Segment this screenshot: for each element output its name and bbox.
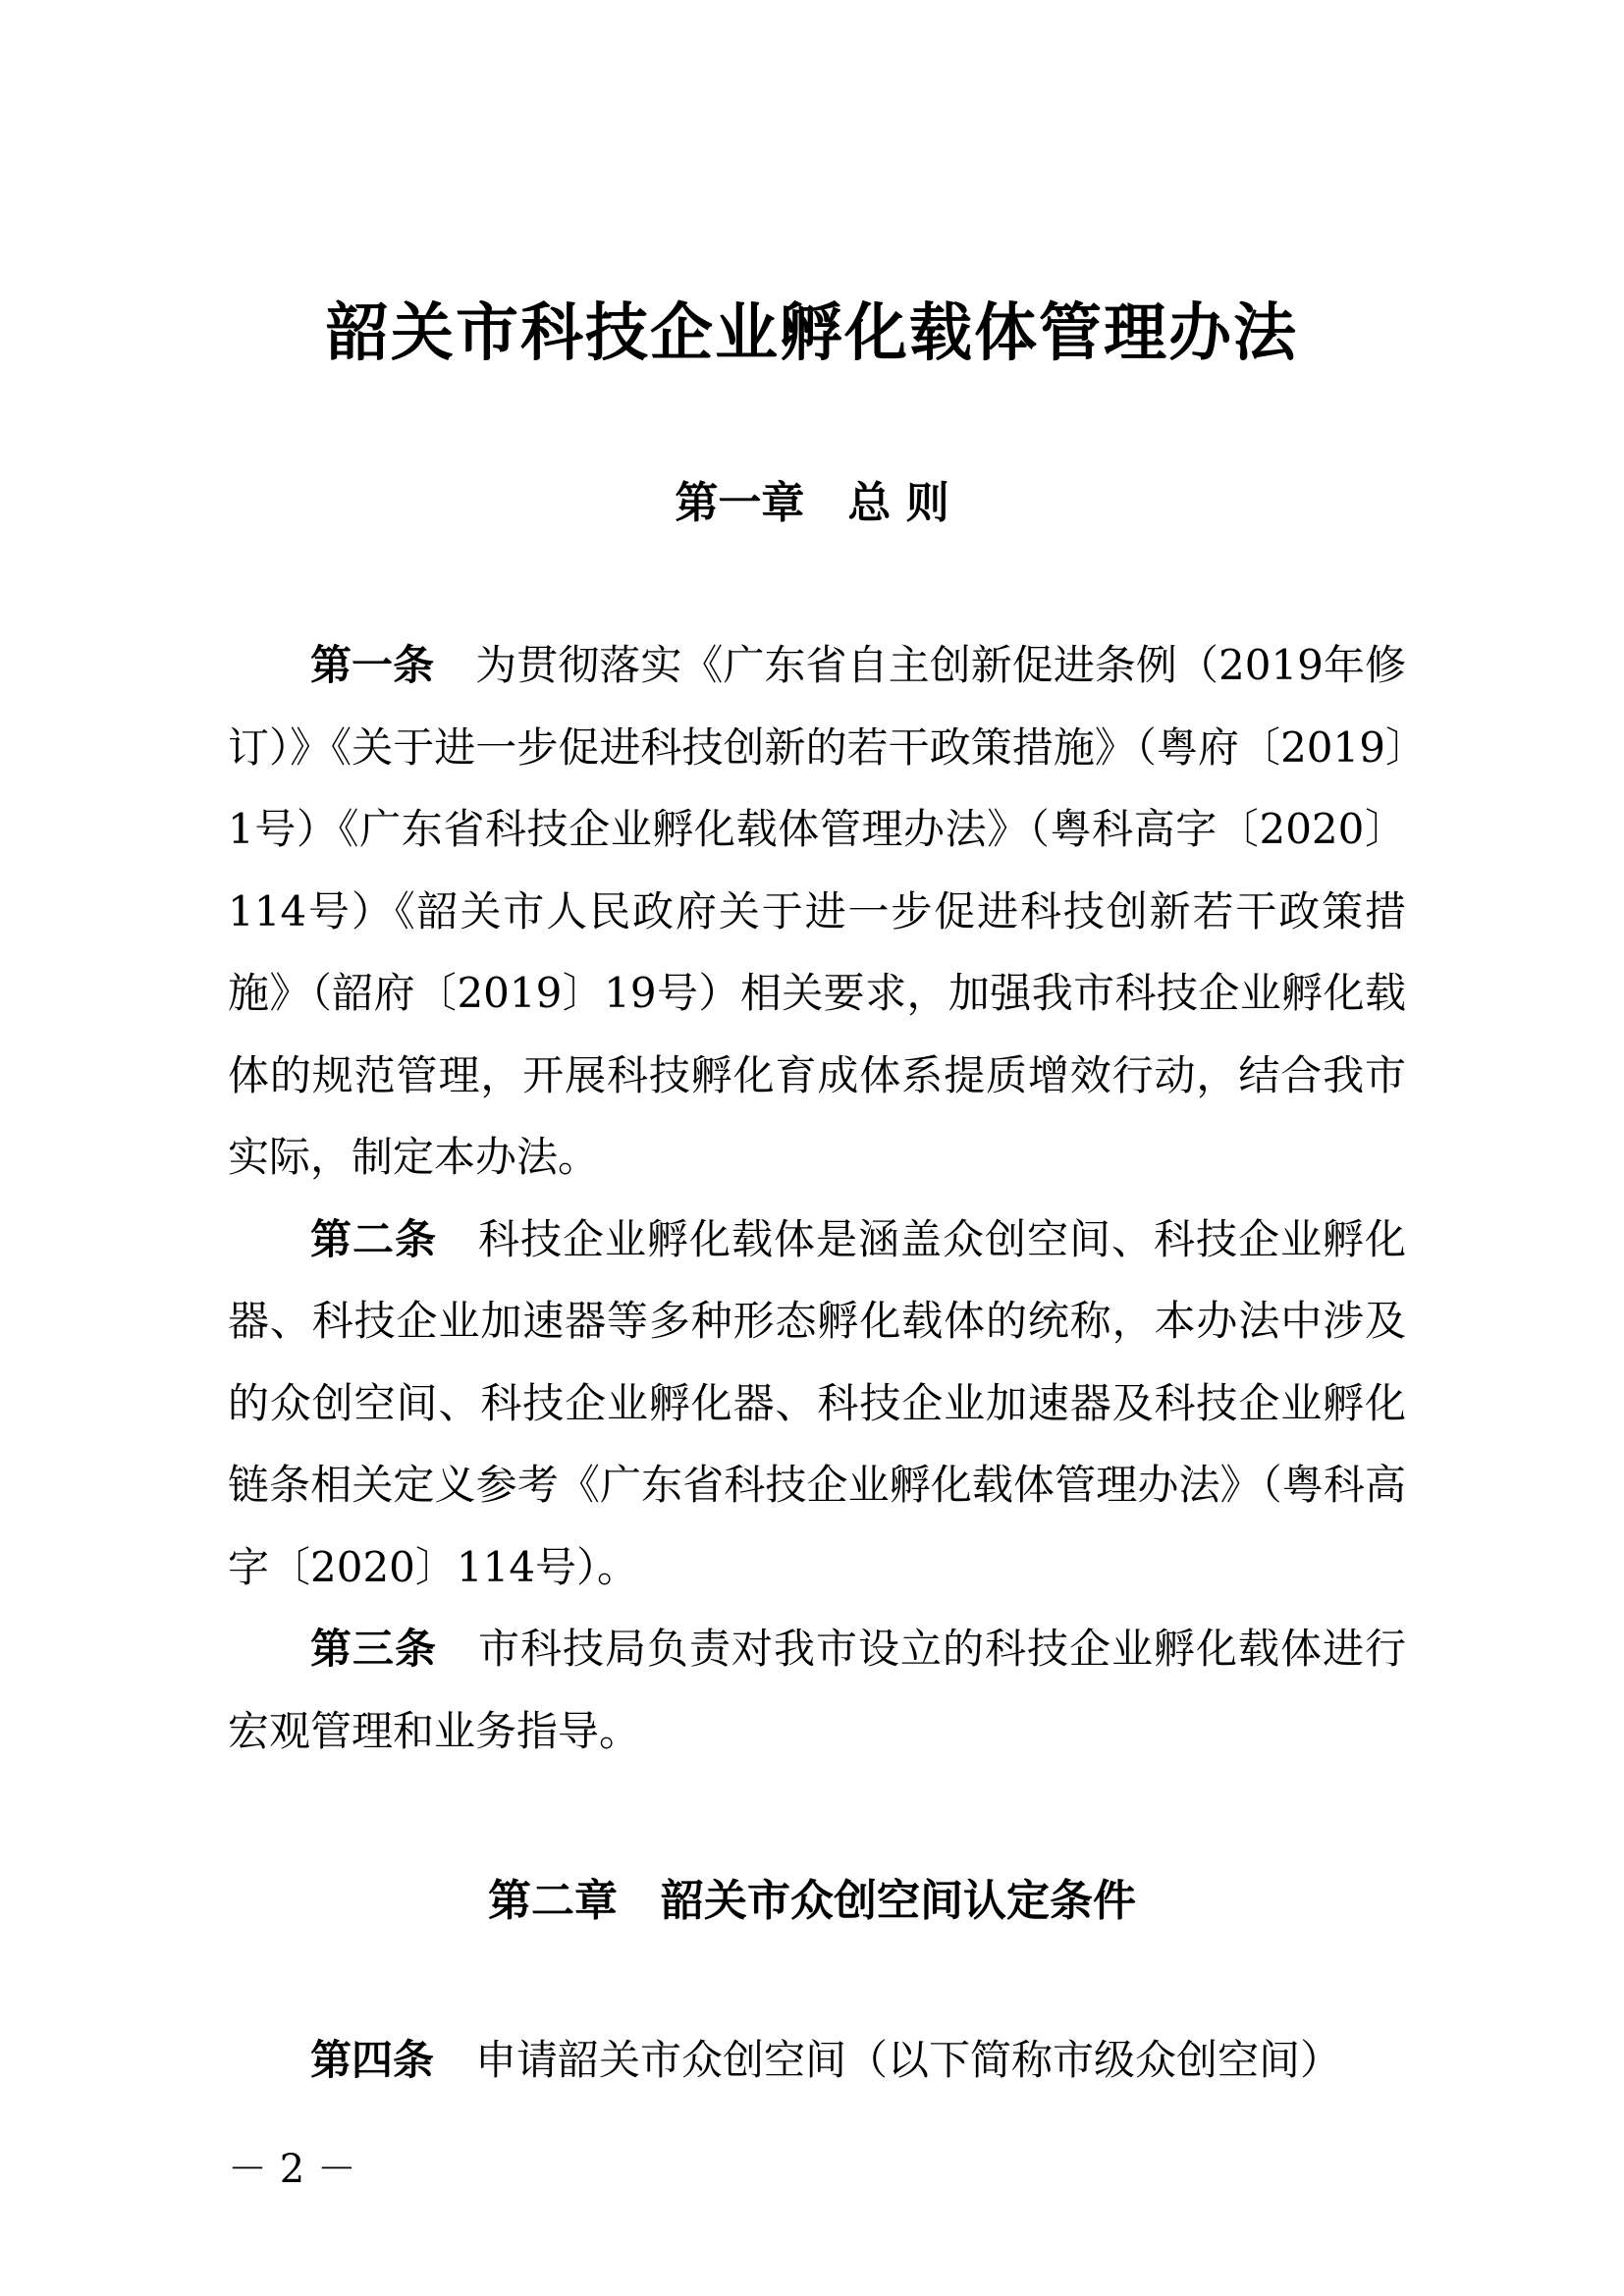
article-text: 科技企业孵化载体是涵盖众创空间、科技企业孵化器、科技企业加速器等多种形态孵化载体的统称，本办法中涉及的众创空间、科技企业孵化器、科技企业加速器及科技企业孵化链条相关定义参考《广东省科技企业孵化载体管理办法》（粤科高字〔2020〕114号）。 (228, 1214, 1406, 1591)
article-4 (228, 2019, 1406, 2102)
article-text: 市科技局负责对我市设立的科技企业孵化载体进行宏观管理和业务指导。 (228, 1625, 1406, 1755)
article-1 (228, 624, 1406, 1199)
document-title: 韶关市科技企业孵化载体管理办法 (326, 296, 1298, 370)
article-label: 第二条 (310, 1214, 437, 1263)
article-label: 第一条 (310, 641, 435, 689)
article-3 (228, 1608, 1406, 1772)
article-text: 为贯彻落实《广东省自主创新促进条例（2019年修订）》《关于进一步促进科技创新的若干政策措施》（粤府〔2019〕1号）《广东省科技企业孵化载体管理办法》（粤科高字〔2020〕114号）《韶关市人民政府关于进一步促进科技创新若干政策措施》（韶府〔2019〕19号）相关要求，加强我市科技企业孵化载体的规范管理，开展科技孵化育成体系提质增效行动，结合我市实际，制定本办法。 (228, 641, 1406, 1181)
chapter-heading-2: 第二章 韶关市众创空间认定条件 (488, 1876, 1136, 1926)
article-text: 申请韶关市众创空间（以下简称市级众创空间） (475, 2036, 1342, 2084)
page-number: － 2 － (228, 2147, 356, 2192)
article-2 (228, 1199, 1406, 1609)
chapter-heading-1: 第一章 总 则 (675, 478, 949, 528)
chapter-1-body (228, 624, 1406, 1772)
article-label: 第三条 (310, 1625, 437, 1673)
chapter-2-body (228, 2019, 1406, 2102)
article-label: 第四条 (310, 2036, 435, 2084)
